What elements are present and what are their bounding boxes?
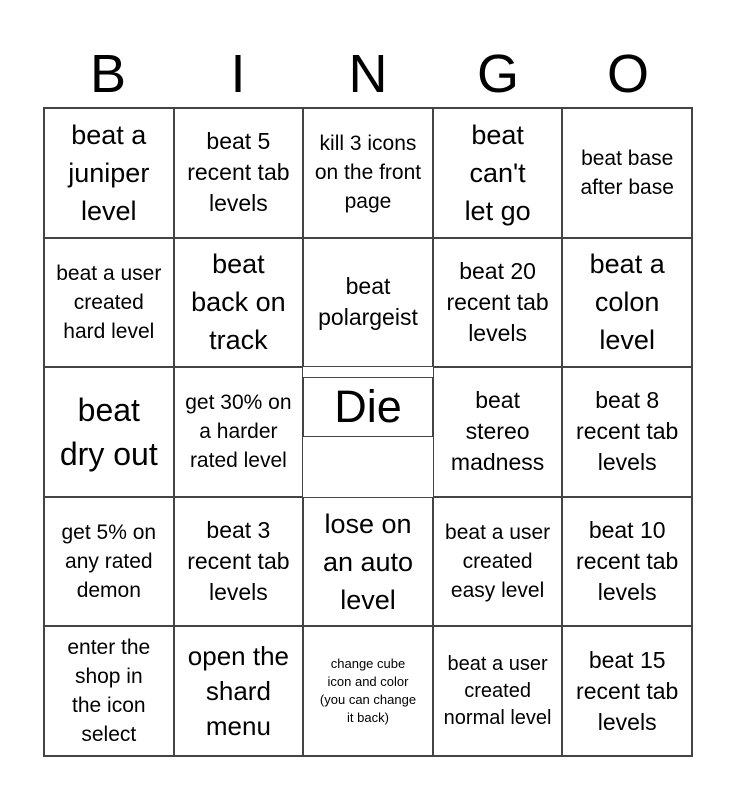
cell-text: beat 10 recent tab levels xyxy=(576,517,679,606)
cell-text: beat stereo madness xyxy=(450,387,545,476)
cell-text: kill 3 icons on the front page xyxy=(314,132,422,214)
cell-text: beat 8 recent tab levels xyxy=(576,387,679,476)
header-letter-o: O xyxy=(606,44,649,104)
bingo-cell[interactable] xyxy=(562,367,692,497)
cell-text: beat dry out xyxy=(59,391,158,472)
bingo-cell[interactable] xyxy=(562,497,692,627)
cell-text: open the shard menu xyxy=(187,640,289,741)
cell-text: beat 15 recent tab levels xyxy=(576,646,679,735)
header-letter-g: G xyxy=(476,44,519,104)
bingo-cell[interactable] xyxy=(303,238,433,368)
cell-text: beat back on track xyxy=(191,249,286,356)
bingo-cell[interactable] xyxy=(562,626,692,756)
cell-text: beat a user created normal level xyxy=(443,652,552,729)
bingo-cell[interactable] xyxy=(433,367,563,497)
bingo-cell[interactable] xyxy=(433,497,563,627)
bingo-cell[interactable] xyxy=(44,367,174,497)
bingo-cell[interactable] xyxy=(44,238,174,368)
cell-text: beat a colon level xyxy=(589,249,665,356)
bingo-cell[interactable] xyxy=(44,497,174,627)
cell-text: lose on an auto level xyxy=(322,508,414,615)
header-letter-n: N xyxy=(348,44,388,104)
bingo-cell[interactable] xyxy=(44,108,174,238)
cell-text: beat a user created easy level xyxy=(445,521,551,603)
bingo-cell[interactable] xyxy=(174,238,304,368)
bingo-cell[interactable] xyxy=(562,108,692,238)
cell-text: get 5% on any rated demon xyxy=(61,521,157,603)
header-letter-b: B xyxy=(89,44,127,104)
bingo-cell[interactable] xyxy=(44,626,174,756)
cell-text: beat 3 recent tab levels xyxy=(187,517,290,606)
bingo-cell[interactable] xyxy=(174,626,304,756)
bingo-cell[interactable] xyxy=(303,626,433,756)
bingo-cell[interactable] xyxy=(303,108,433,238)
cell-text: beat base after base xyxy=(580,146,674,199)
cell-text: change cube icon and color (you can change it back) xyxy=(319,656,417,726)
bingo-cell[interactable] xyxy=(174,497,304,627)
cell-text: beat can't let go xyxy=(464,119,531,226)
bingo-cell[interactable] xyxy=(562,238,692,368)
cell-text: Die xyxy=(334,381,402,433)
bingo-cell[interactable] xyxy=(433,626,563,756)
bingo-cell[interactable] xyxy=(433,108,563,238)
cell-text: beat a user created hard level xyxy=(56,261,162,343)
bingo-header xyxy=(43,40,693,108)
bingo-cell[interactable] xyxy=(174,108,304,238)
cell-text: beat a juniper level xyxy=(68,119,150,226)
bingo-cell[interactable] xyxy=(303,377,433,437)
cell-text: get 30% on a harder rated level xyxy=(185,391,292,473)
cell-text: beat 5 recent tab levels xyxy=(187,128,290,217)
cell-text: enter the shop in the icon select xyxy=(67,636,151,747)
bingo-cell[interactable] xyxy=(303,497,433,627)
bingo-cell[interactable] xyxy=(433,238,563,368)
bingo-cell[interactable] xyxy=(174,367,304,497)
header-letter-i: I xyxy=(230,44,246,104)
cell-text: beat polargeist xyxy=(318,273,418,331)
cell-text: beat 20 recent tab levels xyxy=(446,257,549,346)
bingo-grid xyxy=(43,107,693,757)
